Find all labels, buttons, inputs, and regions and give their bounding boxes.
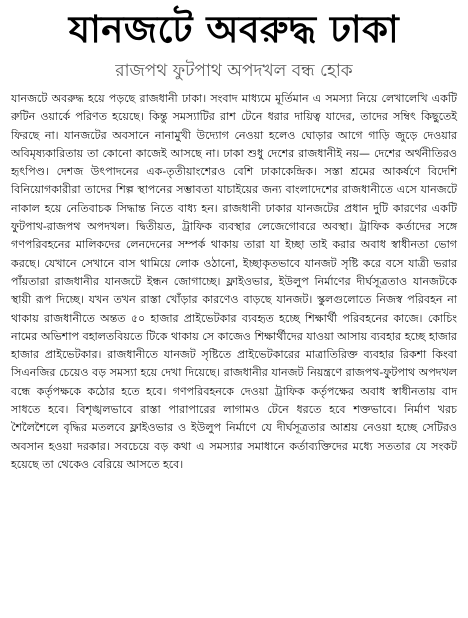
subheadline: রাজপথ ফুটপাথ অপদখল বন্ধ হোক [115, 61, 353, 81]
article-body: যানজটে অবরুদ্ধ হয়ে পড়ছে রাজধানী ঢাকা। সংবাদ মাধ্যমে মূর্তিমান এ সমস্যা নিয়ে লেখালেখি একটি রুটিন ওয়ার্কে পরিণত হয়েছে। কিন্তু সমস্যাটির রাশ টেনে ধরার দায়িত্ব যাদের, তাদের সম্বিৎ কিছুতেই ফিরছে না। যানজটের অবসানে নানামুখী উদ্যোগ নেওয়া হলেও ঘোড়ার আগে গাড়ি জুড়ে দেওয়ার অবিমৃষ্যকারিতায় তা কোনো কাজেই আসছে না। ঢাকা শুধু দেশের রাজধানীই নয়— দেশের অর্থনীতিরও হৃৎপিণ্ড। দেশজ উৎপাদনের এক-তৃতীয়াংশেরও বেশি ঢাকাকেন্দ্রিক। সস্তা শ্রমের আকর্ষণে বিদেশি বিনিয়োগকারীরা তাদের শিল্প স্থাপনের সম্ভাবতা যাচাইয়ের জন্য বাংলাদেশের রাজধানীতে এসে যানজটে নাকাল হয়ে নেতিবাচক সিদ্ধান্ত নিতে বাধ্য হন। রাজধানী ঢাকার যানজটের প্রধান দুটি কারণের একটি ফুটপাথ-রাজপথ অপদখল। দ্বিতীয়ত, ট্রাফিক ব্যবস্থার লেজেগোবরে অবস্থা। ট্রাফিক কর্তাদের সঙ্গে গণপরিবহনের মালিকদের লেনদেনের সম্পর্ক থাকায় তারা যা ইচ্ছা তাই করার অবাধ স্বাধীনতা ভোগ করছে। যেখানে সেখানে বাস থামিয়ে লোক ওঠানো, ইচ্ছাকৃতভাবে যানজট সৃষ্টি করে বসে যাত্রী ভরার পাঁয়তারা রাজধানীর যানজটে ইন্ধন জোগাচ্ছে। ফ্লাইওভার, ইউলুপ নির্মাণের দীর্ঘসূত্রতাও যানজটকে স্থায়ী রূপ দিচ্ছে। যখন তখন রাস্তা খোঁড়ার কারণেও বাড়ছে যানজট। স্কুলগুলোতে নিজস্ব পরিবহন না থাকায় রাজধানীতে অন্তত ৫০ হাজার প্রাইভেটকার ব্যবহৃত হচ্ছে শিক্ষার্থী পরিবহনের কাজে। কোচিং নামের অভিশাপ বহালতবিয়তে টিকে থাকায় সে কাজেও শিক্ষার্থীদের যাওয়া আসায় ব্যবহার হচ্ছে হাজার হাজার প্রাইভেটকার। রাজধানীতে যানজট সৃষ্টিতে প্রাইভেটকারের মাত্রাতিরিক্ত ব্যবহার রিকশা কিংবা সিএনজির চেয়েও বড় সমস্যা হয়ে দেখা দিয়েছে। রাজধানীর যানজট নিয়ন্ত্রণে রাজপথ-ফুটপাথ অপদখল বন্ধে কর্তৃপক্ষকে কঠোর হতে হবে। গণপরিবহনকে দেওয়া ট্রাফিক কর্তৃপক্ষের অবাধ স্বাধীনতায় বাদ সাধতে হবে। বিশৃঙ্খলভাবে রাস্তা পারাপারের লাগামও টেনে ধরতে হবে শক্তভাবে। নির্মাণ খরচ শৈলৈশৈলে বৃদ্ধির মতলবে ফ্লাইওভার ও ইউলুপ নির্মাণে যে দীর্ঘসূত্রতার আশ্রয় নেওয়া হচ্ছে সেটিরও অবসান হওয়া দরকার। সবচেয়ে বড় কথা এ সমস্যার সমাধানে কর্তাব্যক্তিদের মধ্যে সততার যে সংকট হয়েছে তা থেকেও বেরিয়ে আসতে হবে। [11, 92, 457, 471]
headline: যানজটে অবরুদ্ধ ঢাকা [68, 8, 400, 51]
